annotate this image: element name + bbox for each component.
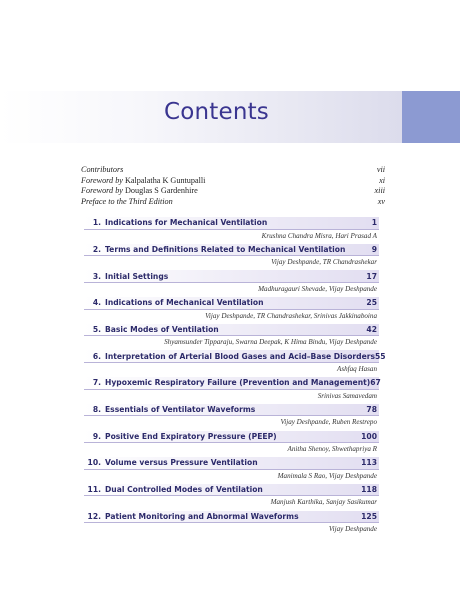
chapter-title-bar[interactable] (84, 377, 379, 390)
chapter-page: 78 (366, 405, 377, 415)
chapter-authors: Vijay Deshpande (328, 525, 377, 534)
front-matter-label-text: Foreword by (81, 186, 125, 196)
chapter-title-bar[interactable] (84, 350, 386, 363)
chapter-page: 125 (361, 511, 377, 521)
chapter-authors: Anitha Shenoy, Shwethapriya R (287, 445, 377, 453)
chapter-title-bar[interactable] (84, 431, 379, 444)
chapter-number: 5. (92, 325, 101, 334)
chapter-page: 55 (375, 351, 386, 361)
chapter-number: 8. (92, 405, 101, 415)
front-matter-page: xv (377, 196, 385, 206)
chapter-entry (84, 404, 379, 431)
chapter-page: 67 (370, 378, 381, 388)
chapter-authors: Krushna Chandra Misra, Hari Prasad A (261, 231, 377, 240)
front-matter-page: xi (379, 175, 385, 185)
chapter-title: Terms and Definitions Related to Mechanical Ventilation (105, 244, 346, 254)
chapter-list (84, 217, 386, 537)
chapter-authors: Srinivas Samavedam (317, 391, 377, 400)
chapter-title: Initial Settings (105, 271, 169, 281)
chapter-authors: Manimala S Rao, Vijay Deshpande (277, 471, 377, 480)
chapter-title-bar[interactable] (84, 324, 379, 337)
chapter-page: 17 (366, 271, 377, 281)
chapter-title-bar[interactable] (84, 457, 379, 470)
front-matter-page: xiii (374, 186, 385, 196)
chapter-number: 3. (92, 271, 101, 281)
front-matter-label (81, 176, 205, 187)
chapter-authors: Vijay Deshpande, TR Chandrashekar (271, 258, 377, 267)
front-matter-name: Douglas S Gardenhire (124, 186, 198, 196)
chapter-title: Basic Modes of Ventilation (105, 325, 219, 334)
chapter-number: 12. (87, 511, 101, 521)
chapter-authors: Ashfaq Hasan (336, 364, 377, 373)
chapter-entry (84, 297, 379, 324)
page-title-text: Contents (163, 99, 269, 125)
chapter-authors: Shyamsunder Tipparaju, Swarna Deepak, K Hima Bindu, Vijay Deshpande (164, 338, 377, 347)
chapter-number: 10. (87, 458, 101, 468)
chapter-number: 4. (92, 298, 101, 308)
front-matter-page: vii (376, 165, 385, 174)
chapter-title: Interpretation of Arterial Blood Gases and Acid–Base Disorders (105, 351, 376, 361)
front-matter-label-text: Contributors (81, 165, 124, 174)
front-matter-label-text: Foreword by (81, 175, 125, 185)
chapter-page: 42 (366, 325, 377, 334)
chapter-title: Essentials of Ventilator Waveforms (105, 405, 256, 415)
chapter-entry (84, 270, 379, 297)
chapter-entry (84, 324, 379, 351)
chapter-page: 118 (361, 485, 377, 495)
chapter-entry (84, 377, 379, 404)
chapter-title: Positive End Expiratory Pressure (PEEP) (105, 431, 277, 441)
chapter-number: 9. (92, 431, 101, 441)
chapter-entry (84, 431, 379, 458)
chapter-title-bar[interactable] (84, 404, 379, 417)
front-matter-label (81, 197, 173, 208)
front-matter-preface[interactable] (81, 197, 385, 208)
chapter-title: Hypoxemic Respiratory Failure (Prevention and Management) (105, 378, 371, 388)
banner-accent-block (402, 91, 460, 143)
chapter-title: Volume versus Pressure Ventilation (105, 458, 258, 468)
chapter-title: Indications of Mechanical Ventilation (105, 298, 264, 308)
chapter-page: 25 (366, 298, 377, 308)
chapter-page: 113 (361, 458, 377, 468)
chapter-entry (84, 350, 386, 377)
chapter-page: 9 (371, 244, 377, 254)
front-matter-list (81, 165, 385, 207)
chapter-number: 11. (87, 485, 101, 495)
chapter-page: 100 (361, 431, 377, 441)
chapter-number: 6. (92, 351, 101, 361)
chapter-title: Indications for Mechanical Ventilation (105, 218, 268, 228)
front-matter-foreword-2[interactable] (81, 186, 385, 197)
chapter-number: 1. (92, 218, 101, 228)
chapter-authors: Manjush Karthika, Sanjay Sasikumar (270, 498, 377, 507)
front-matter-foreword-1[interactable] (81, 176, 385, 187)
chapter-entry (84, 484, 379, 511)
chapter-entry (84, 217, 379, 244)
front-matter-label (81, 165, 123, 176)
chapter-title-bar[interactable] (84, 511, 379, 524)
chapter-authors: Vijay Deshpande, TR Chandrashekar, Srinivas Jakkinaboina (205, 311, 377, 320)
front-matter-name: Kalpalatha K Guntupalli (124, 175, 206, 185)
chapter-title-bar[interactable] (84, 244, 379, 257)
chapter-authors: Vijay Deshpande, Ruben Restrepo (280, 418, 377, 427)
page-title (0, 99, 402, 125)
front-matter-label-text: Preface to the Third Edition (81, 196, 173, 206)
chapter-title-bar[interactable] (84, 297, 379, 310)
chapter-title: Patient Monitoring and Abnormal Waveforms (105, 511, 299, 521)
chapter-title: Dual Controlled Modes of Ventilation (105, 485, 263, 495)
chapter-page: 1 (371, 218, 377, 228)
chapter-title-bar[interactable] (84, 270, 379, 283)
chapter-title-bar[interactable] (84, 484, 379, 497)
chapter-title-bar[interactable] (84, 217, 379, 230)
chapter-entry (84, 244, 379, 271)
front-matter-label (81, 186, 198, 197)
chapter-number: 7. (92, 378, 101, 388)
chapter-authors: Madhuragauri Shevade, Vijay Deshpande (258, 284, 377, 293)
chapter-entry (84, 457, 379, 484)
chapter-number: 2. (92, 244, 101, 254)
front-matter-contributors[interactable] (81, 165, 385, 176)
chapter-entry (84, 511, 379, 538)
